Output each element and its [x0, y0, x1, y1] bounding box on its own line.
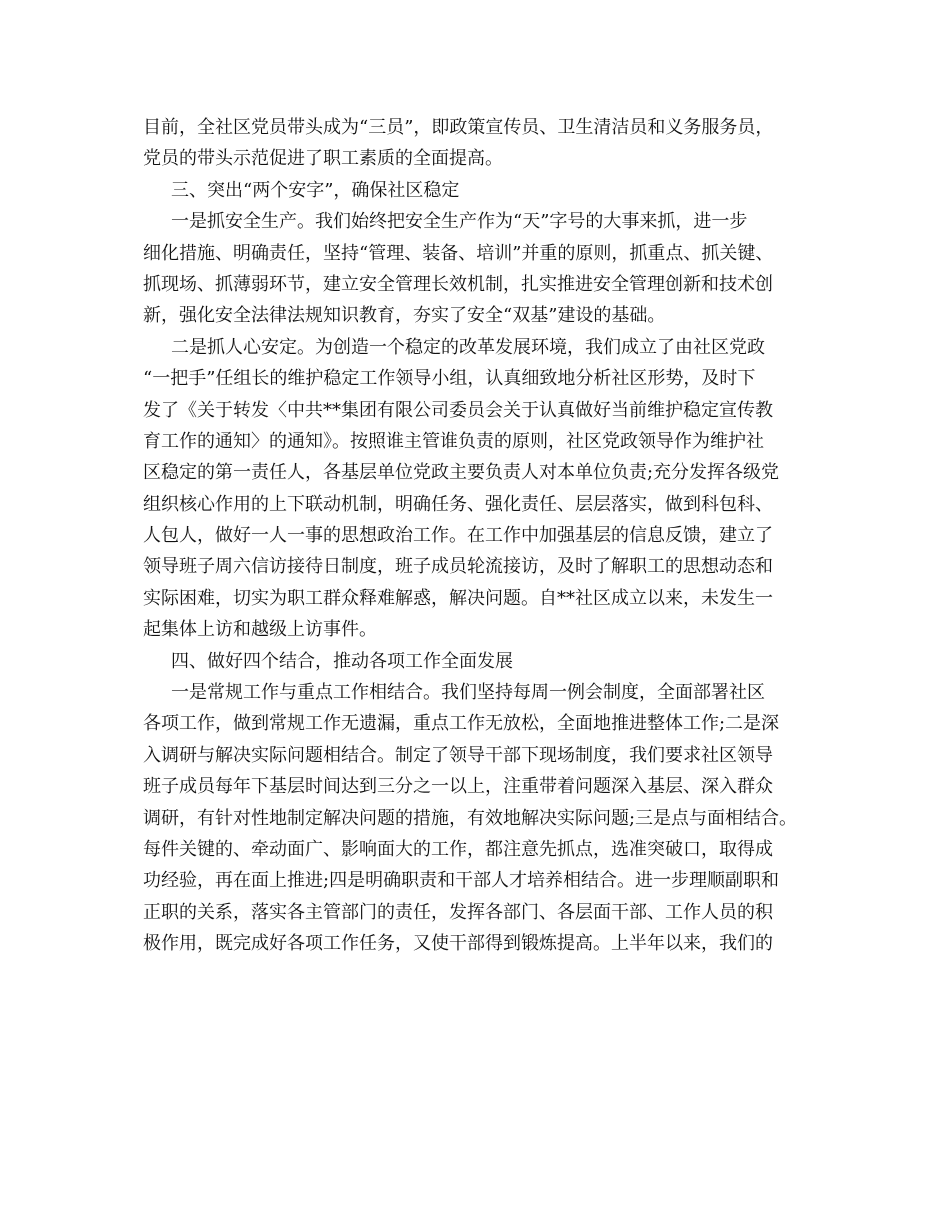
text-line: 发了《关于转发〈中共**集团有限公司委员会关于认真做好当前维护稳定宣传教 [143, 399, 773, 421]
text-line: 党员的带头示范促进了职工素质的全面提高。 [143, 148, 503, 170]
text-line: “一把手”任组长的维护稳定工作领导小组，认真细致地分析社区形势，及时下 [143, 368, 756, 390]
text-line: 人包人，做好一人一事的思想政治工作。在工作中加强基层的信息反馈，建立了 [143, 525, 773, 547]
document-body [143, 112, 823, 960]
text-line: 区稳定的第一责任人，各基层单位党政主要负责人对本单位负责;充分发挥各级党 [143, 462, 780, 484]
text-line: 组织核心作用的上下联动机制，明确任务、强化责任、层层落实，做到科包科、 [143, 493, 773, 515]
text-line: 二是抓人心安定。为创造一个稳定的改革发展环境，我们成立了由社区党政 [171, 336, 765, 358]
text-line: 功经验，再在面上推进;四是明确职责和干部人才培养相结合。进一步理顺副职和 [143, 870, 780, 892]
text-line: 一是常规工作与重点工作相结合。我们坚持每周一例会制度，全面部署社区 [171, 682, 765, 704]
text-line: 各项工作，做到常规工作无遗漏，重点工作无放松，全面地推进整体工作;二是深 [143, 713, 780, 735]
text-line: 入调研与解决实际问题相结合。制定了领导干部下现场制度，我们要求社区领导 [143, 744, 773, 766]
text-line: 起集体上访和越级上访事件。 [143, 619, 377, 641]
text-line: 班子成员每年下基层时间达到三分之一以上，注重带着问题深入基层、深入群众 [143, 776, 773, 798]
text-line: 正职的关系，落实各主管部门的责任，发挥各部门、各层面干部、工作人员的积 [143, 901, 773, 923]
text-line: 极作用，既完成好各项工作任务，又使干部得到锻炼提高。上半年以来，我们的 [143, 933, 773, 955]
text-line: 领导班子周六信访接待日制度，班子成员轮流接访，及时了解职工的思想动态和 [143, 556, 773, 578]
text-line: 育工作的通知〉的通知》。按照谁主管谁负责的原则，社区党政领导作为维护社 [143, 430, 764, 452]
text-line: 抓现场、抓薄弱环节，建立安全管理长效机制，扎实推进安全管理创新和技术创 [143, 273, 773, 295]
text-line: 调研，有针对性地制定解决问题的措施，有效地解决实际问题;三是点与面相结合。 [143, 807, 798, 829]
text-line: 四、做好四个结合，推动各项工作全面发展 [171, 650, 513, 672]
text-line: 新，强化安全法律法规知识教育，夯实了安全“双基”建设的基础。 [143, 305, 666, 327]
text-line: 三、突出“两个安字”，确保社区稳定 [171, 179, 460, 201]
text-line: 细化措施、明确责任，坚持“管理、装备、培训”并重的原则，抓重点、抓关键、 [143, 242, 774, 264]
text-line: 每件关键的、牵动面广、影响面大的工作，都注意先抓点，选准突破口，取得成 [143, 838, 773, 860]
text-line: 一是抓安全生产。我们始终把安全生产作为“天”字号的大事来抓，进一步 [171, 211, 748, 233]
text-line: 目前，全社区党员带头成为“三员”，即政策宣传员、卫生清洁员和义务服务员， [143, 117, 774, 138]
text-line: 实际困难，切实为职工群众释难解惑，解决问题。自**社区成立以来，未发生一 [143, 587, 773, 609]
